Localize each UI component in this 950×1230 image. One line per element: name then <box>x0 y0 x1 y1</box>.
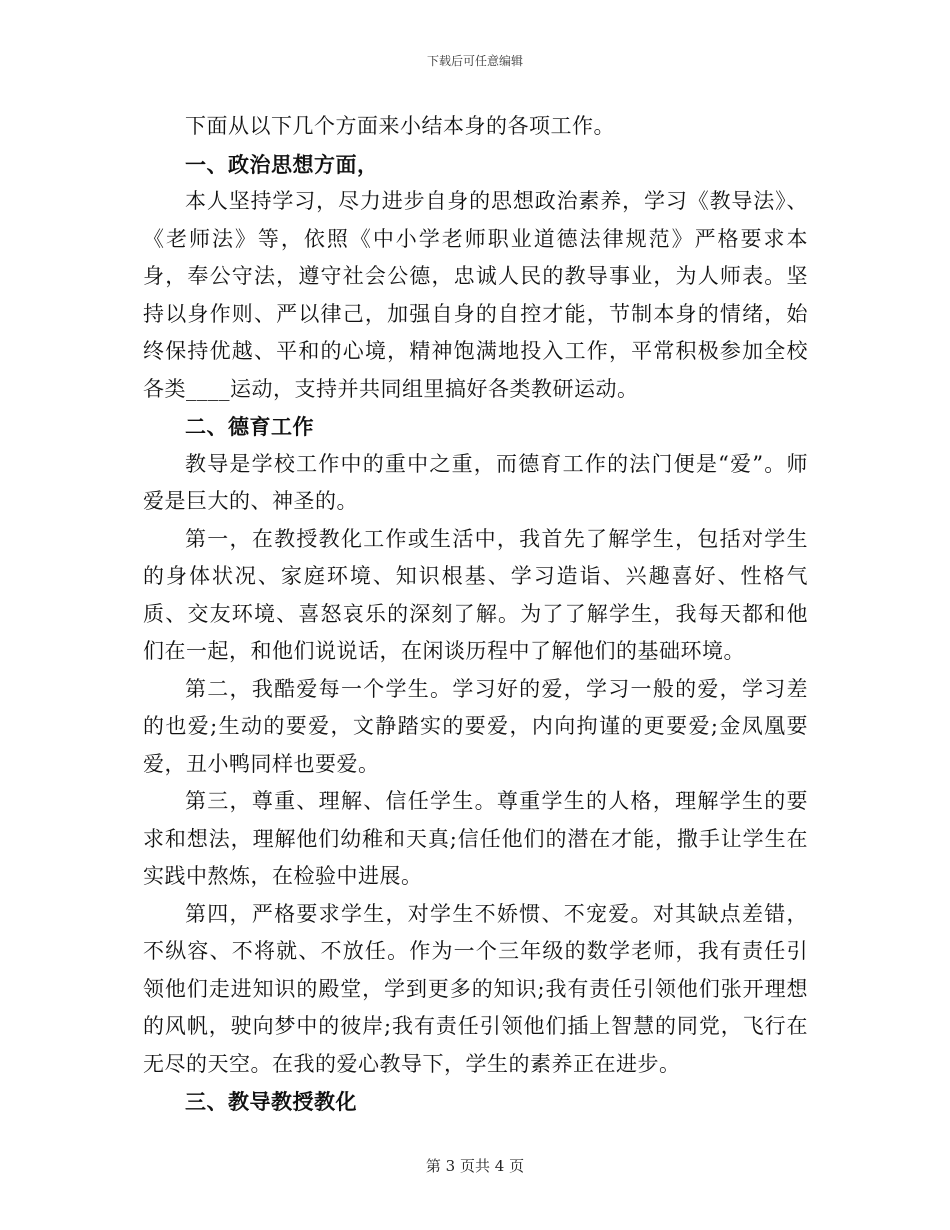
moral-education-paragraph-3: 第二，我酷爱每一个学生。学习好的爱，学习一般的爱，学习差的也爱;生动的要爱，文静踏实的要爱，内向拘谨的更要爱;金凤凰要爱，丑小鸭同样也要爱。 <box>143 676 808 776</box>
intro-paragraph: 下面从以下几个方面来小结本身的各项工作。 <box>185 114 615 138</box>
moral-education-paragraph-5: 第四，严格要求学生，对学生不娇惯、不宠爱。对其缺点差错，不纵容、不将就、不放任。作为一个三年级的数学老师，我有责任引领他们走进知识的殿堂，学到更多的知识;我有责任引领他们张开理想的风帆，驶向梦中的彼岸;我有责任引领他们插上智慧的同党，飞行在无尽的天空。在我的爱心教导下，学生的素养正在进步。 <box>143 901 808 1076</box>
moral-education-paragraph-1: 教导是学校工作中的重中之重，而德育工作的法门便是“爱”。师爱是巨大的、神圣的。 <box>143 451 808 513</box>
section-heading-moral-education: 二、德育工作 <box>185 414 314 439</box>
section-heading-politics: 一、政治思想方面， <box>185 151 379 177</box>
section-heading-teaching: 三、教导教授教化 <box>185 1089 357 1114</box>
page-header: 下载后可任意编辑 <box>426 54 523 68</box>
moral-education-paragraph-4: 第三，尊重、理解、信任学生。尊重学生的人格，理解学生的要求和想法，理解他们幼稚和天真;信任他们的潜在才能，撒手让学生在实践中熬炼，在检验中进展。 <box>143 789 808 888</box>
moral-education-paragraph-2: 第一，在教授教化工作或生活中，我首先了解学生，包括对学生的身体状况、家庭环境、知识根基、学习造诣、兴趣喜好、性格气质、交友环境、喜怒哀乐的深刻了解。为了了解学生，我每天都和他们在一起，和他们说说话，在闲谈历程中了解他们的基础环境。 <box>143 526 808 663</box>
politics-paragraph: 本人坚持学习，尽力进步自身的思想政治素养，学习《教导法》、《老师法》等，依照《中小学老师职业道德法律规范》严格要求本身，奉公守法，遵守社会公德，忠诚人民的教导事业，为人师表。坚持以身作则、严以律己，加强自身的自控才能，节制本身的情绪，始终保持优越、平和的心境，精神饱满地投入工作，平常积极参加全校各类____运动，支持并共同组里搞好各类教研运动。 <box>143 189 808 401</box>
page-footer: 第 3 页共 4 页 <box>425 1157 525 1175</box>
document-body <box>143 108 808 1121</box>
